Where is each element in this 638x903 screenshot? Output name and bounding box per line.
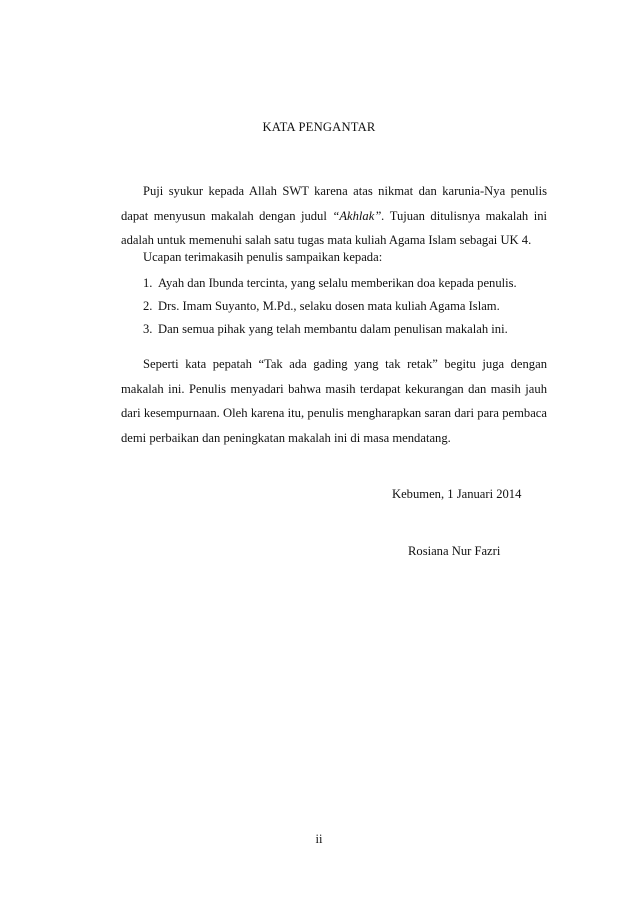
author-name: Rosiana Nur Fazri	[408, 544, 501, 558]
place-and-date: Kebumen, 1 Januari 2014	[392, 487, 522, 501]
paragraph-closing-text: Seperti kata pepatah “Tak ada gading yang tak retak” begitu juga dengan makalah ini. Penulis menyadari bahwa masih terdapat kekurangan dan masih jauh dari kesempurnaan. Oleh karena itu, penulis mengharapkan saran dari para pembaca demi perbaikan dan peningkatan makalah ini di masa mendatang.	[121, 357, 547, 445]
page-title: KATA PENGANTAR	[262, 120, 376, 134]
paragraph-thanks-intro-text: Ucapan terimakasih penulis sampaikan kepada:	[143, 250, 383, 264]
list-item-number: 1.	[143, 276, 153, 290]
list-item-text: Ayah dan Ibunda tercinta, yang selalu memberikan doa kepada penulis.	[158, 276, 517, 290]
list-item	[143, 299, 547, 314]
list-item-number: 2.	[143, 299, 153, 313]
page-number: ii	[315, 832, 323, 846]
paragraph-thanks-intro	[121, 245, 547, 270]
list-item	[143, 276, 547, 291]
paragraph-intro	[121, 179, 547, 253]
paragraph-closing	[121, 352, 547, 450]
paragraph-intro-text-end: Tujuan ditulisnya makalah ini adalah untuk memenuhi salah satu tugas mata kuliah Agama Islam sebagai UK 4.	[121, 208, 547, 248]
list-item	[143, 322, 547, 337]
list-item-text: Drs. Imam Suyanto, M.Pd., selaku dosen mata kuliah Agama Islam.	[158, 299, 500, 313]
list-item-number: 3.	[143, 322, 153, 336]
paragraph-intro-text-start: Puji syukur kepada Allah SWT karena atas nikmat dan karunia-Nya penulis dapat menyusun makalah dengan judul	[121, 184, 547, 223]
list-item-text: Dan semua pihak yang telah membantu dalam penulisan makalah ini.	[158, 322, 508, 336]
paper-title-italic: “Akhlak”.	[332, 208, 385, 223]
